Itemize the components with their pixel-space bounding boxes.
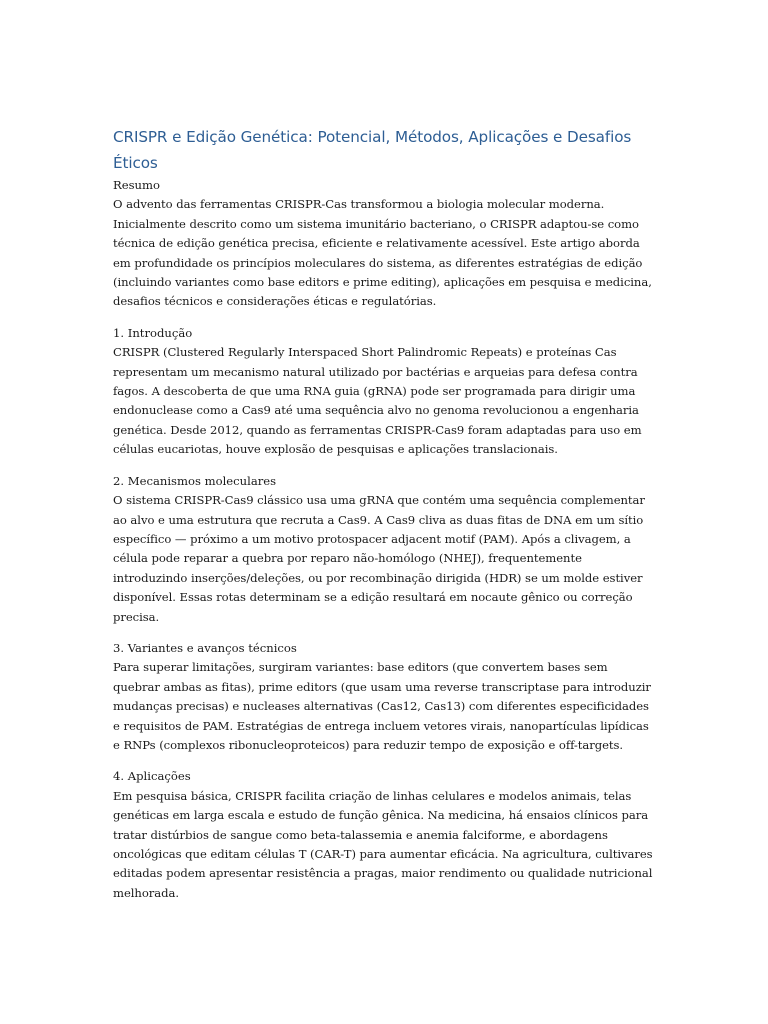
section-heading: 1. Introdução [113,325,193,340]
section-introduction [113,324,658,460]
section-heading: Resumo [113,178,160,192]
section-body: CRISPR (Clustered Regularly Interspaced Short Palindromic Repeats) e proteínas Cas representam um mecanismo natural utilizado por bactérias e arqueias para defesa contra fagos. A descoberta de que uma RNA guia (gRNA) pode ser programada para dirigir uma endonuclease como a Cas9 até uma sequência alvo no genoma revolucionou a engenharia genética. Desde 2012, quando as ferramentas CRISPR-Cas9 foram adaptadas para uso em células eucariotas, houve explosão de pesquisas e aplicações translacionais. [113,345,642,457]
section-mechanisms [113,472,658,627]
section-body: O sistema CRISPR-Cas9 clássico usa uma gRNA que contém uma sequência complementar ao alvo e uma estrutura que recruta a Cas9. A Cas9 cliva as duas fitas de DNA em um sítio específico — próximo a um motivo protospacer adjacent motif (PAM). Após a clivagem, a célula pode reparar a quebra por reparo não-homólogo (NHEJ), frequentemente introduzindo inserções/deleções, ou por recombinação dirigida (HDR) se um molde estiver disponível. Essas rotas determinam se a edição resultará em nocaute gênico ou correção precisa. [113,493,645,624]
document-content [113,124,658,903]
section-variants [113,639,658,755]
section-body: Para superar limitações, surgiram variantes: base editors (que convertem bases sem quebrar ambas as fitas), prime editors (que usam uma reverse transcriptase para introduzir mudanças precisas) e nucleases alternativas (Cas12, Cas13) com diferentes especificidades e requisitos de PAM. Estratégias de entrega incluem vetores virais, nanopartículas lipídicas e RNPs (complexos ribonucleoproteicos) para reduzir tempo de exposição e off-targets. [113,660,651,752]
section-abstract [113,176,658,312]
section-applications [113,767,658,903]
section-body: Em pesquisa básica, CRISPR facilita criação de linhas celulares e modelos animais, telas genéticas em larga escala e estudo de função gênica. Na medicina, há ensaios clínicos para tratar distúrbios de sangue como beta-talassemia e anemia falciforme, e abordagens oncológicas que editam células T (CAR-T) para aumentar eficácia. Na agricultura, cultivares editadas podem apresentar resistência a pragas, maior rendimento ou qualidade nutricional melhorada. [113,788,653,900]
section-heading: 2. Mecanismos moleculares [113,473,277,488]
section-heading: 3. Variantes e avanços técnicos [113,640,297,655]
section-body: O advento das ferramentas CRISPR-Cas transformou a biologia molecular moderna. Inicialmente descrito como um sistema imunitário bacteriano, o CRISPR adaptou-se como técnica de edição genética precisa, eficiente e relativamente acessível. Este artigo aborda em profundidade os princípios moleculares do sistema, as diferentes estratégias de edição (incluindo variantes como base editors e prime editing), aplicações em pesquisa e medicina, desafios técnicos e considerações éticas e regulatórias. [113,197,652,309]
document-title: CRISPR e Edição Genética: Potencial, Métodos, Aplicações e Desafios Éticos [113,128,632,172]
section-heading: 4. Aplicações [113,769,191,784]
